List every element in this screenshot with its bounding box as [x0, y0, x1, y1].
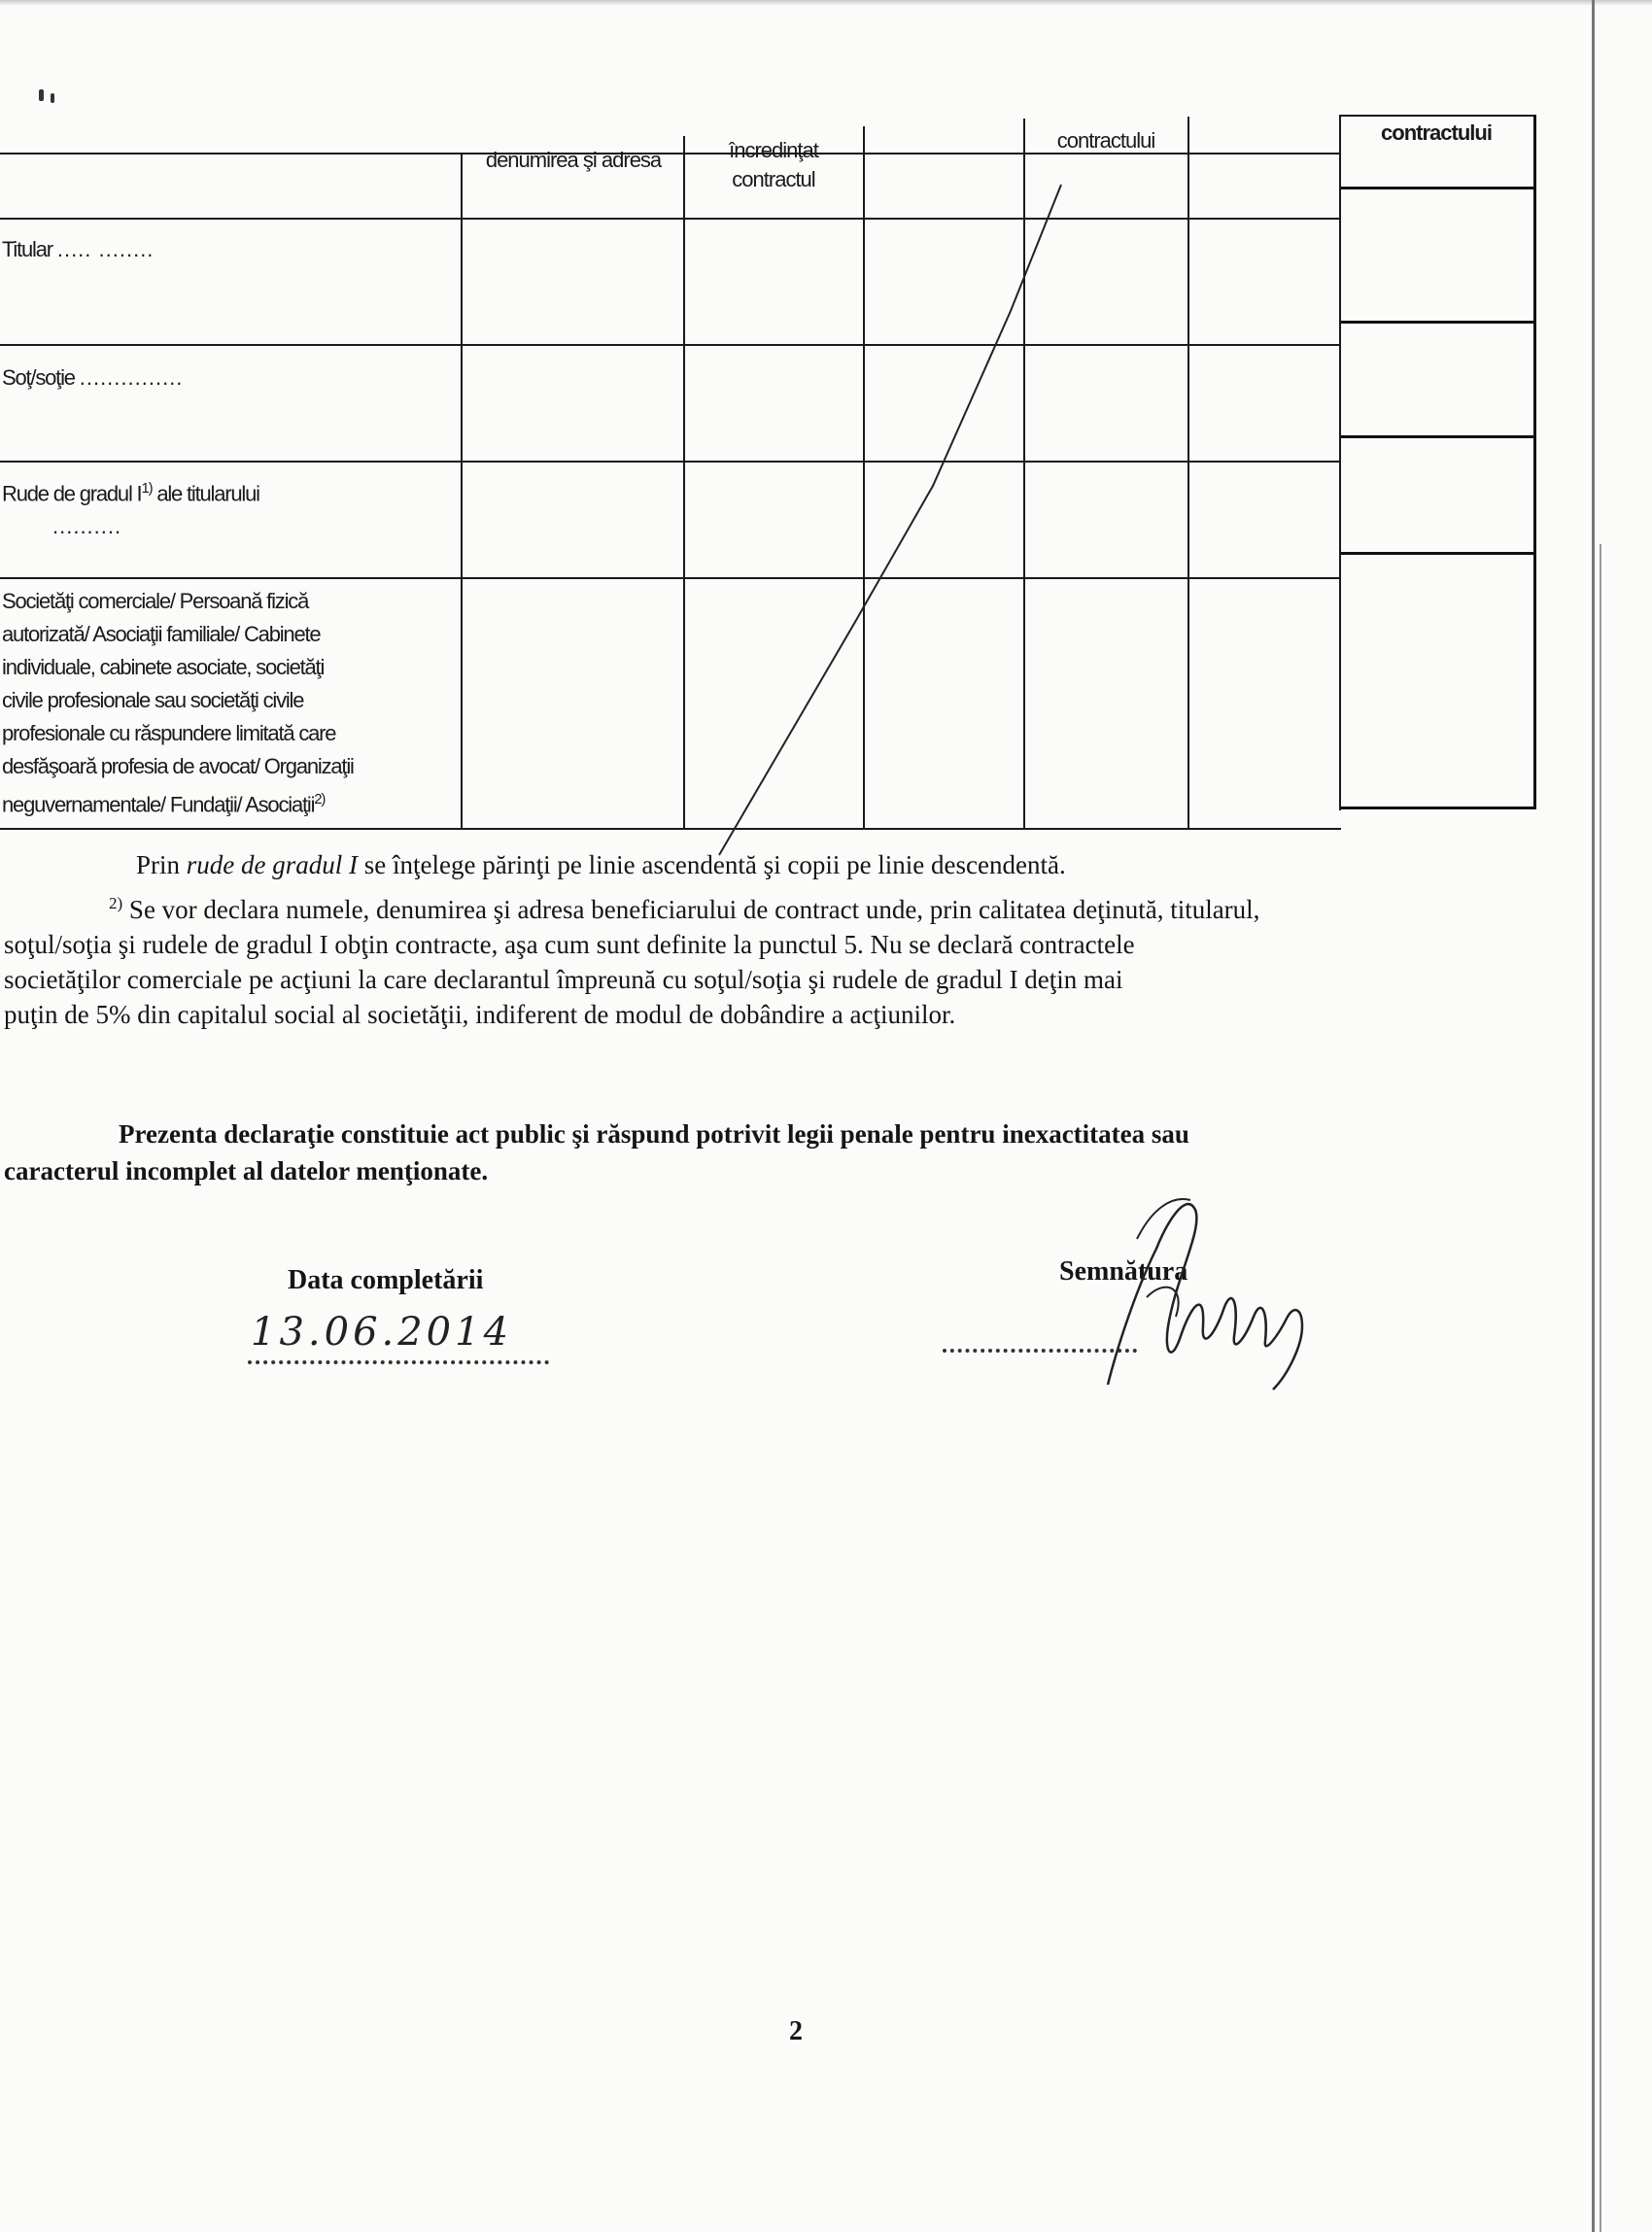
contracts-table	[0, 0, 1652, 875]
company-label-line: neguvernamentale/ Fundaţii/ Asociaţii$^{2)}$	[2, 791, 326, 817]
page-number: 2	[789, 2016, 803, 2046]
date-dotted-line	[248, 1360, 549, 1364]
header-contract: contractului	[1056, 128, 1155, 153]
row-label-titular: Titular ..... ........	[2, 237, 155, 261]
company-label-line: Societăţi comerciale/ Persoană fizică	[2, 589, 309, 613]
header-name-address: denumirea şi adresa	[485, 148, 662, 172]
company-label-line: profesionale cu răspundere limitată care	[2, 721, 336, 745]
date-label: Data completării	[288, 1265, 484, 1295]
company-label-line: desfăşoară profesia de avocat/ Organizaţii	[2, 754, 354, 778]
footnote-2: $^{2)}$ Se vor declara numele, denumirea şi adresa beneficiarului de contract unde, prin calitatea deţinută, titularul, soţul/soţia şi rudele de gradul I obţin contracte, aşa cum sunt definite la punctul 5. Nu se declară contractele societăţilor comerciale pe acţiuni la care declarantul împreună cu soţul/soţia şi rudele de gradul I deţin mai puţin de 5% din capitalul social al societăţii, indiferent de modul de dobândire a acţiunilor.	[4, 894, 1260, 1029]
company-label-line: autorizată/ Asociaţii familiale/ Cabinete	[2, 622, 321, 646]
company-label-line: individuale, cabinete asociate, societăţi	[2, 655, 325, 679]
footnote-1: Prin rude de gradul I se înţelege părinţi pe linie ascendentă şi copii pe linie descendentă.	[136, 850, 1066, 879]
company-label-line: civile profesionale sau societăţi civile	[2, 688, 304, 712]
row-label-spouse: Soţ/soţie ...............	[2, 365, 184, 390]
header-entrusted: încredinţat contractul	[729, 138, 818, 191]
row-label-relatives: Rude de gradul $I^{1)}$ ale titularului ..........	[2, 480, 259, 539]
strike-through-line	[0, 0, 1652, 875]
date-value: 13.06.2014	[251, 1310, 513, 1355]
declaration-statement: Prezenta declaraţie constituie act public şi răspund potrivit legii penale pentru inexactitatea sau caracterul incomplet al datelor menţionate.	[4, 1119, 1189, 1185]
handwritten-signature	[1079, 1181, 1370, 1404]
signature-label: Semnătura	[1059, 1256, 1188, 1287]
header-contract-last: contractului	[1381, 120, 1492, 145]
